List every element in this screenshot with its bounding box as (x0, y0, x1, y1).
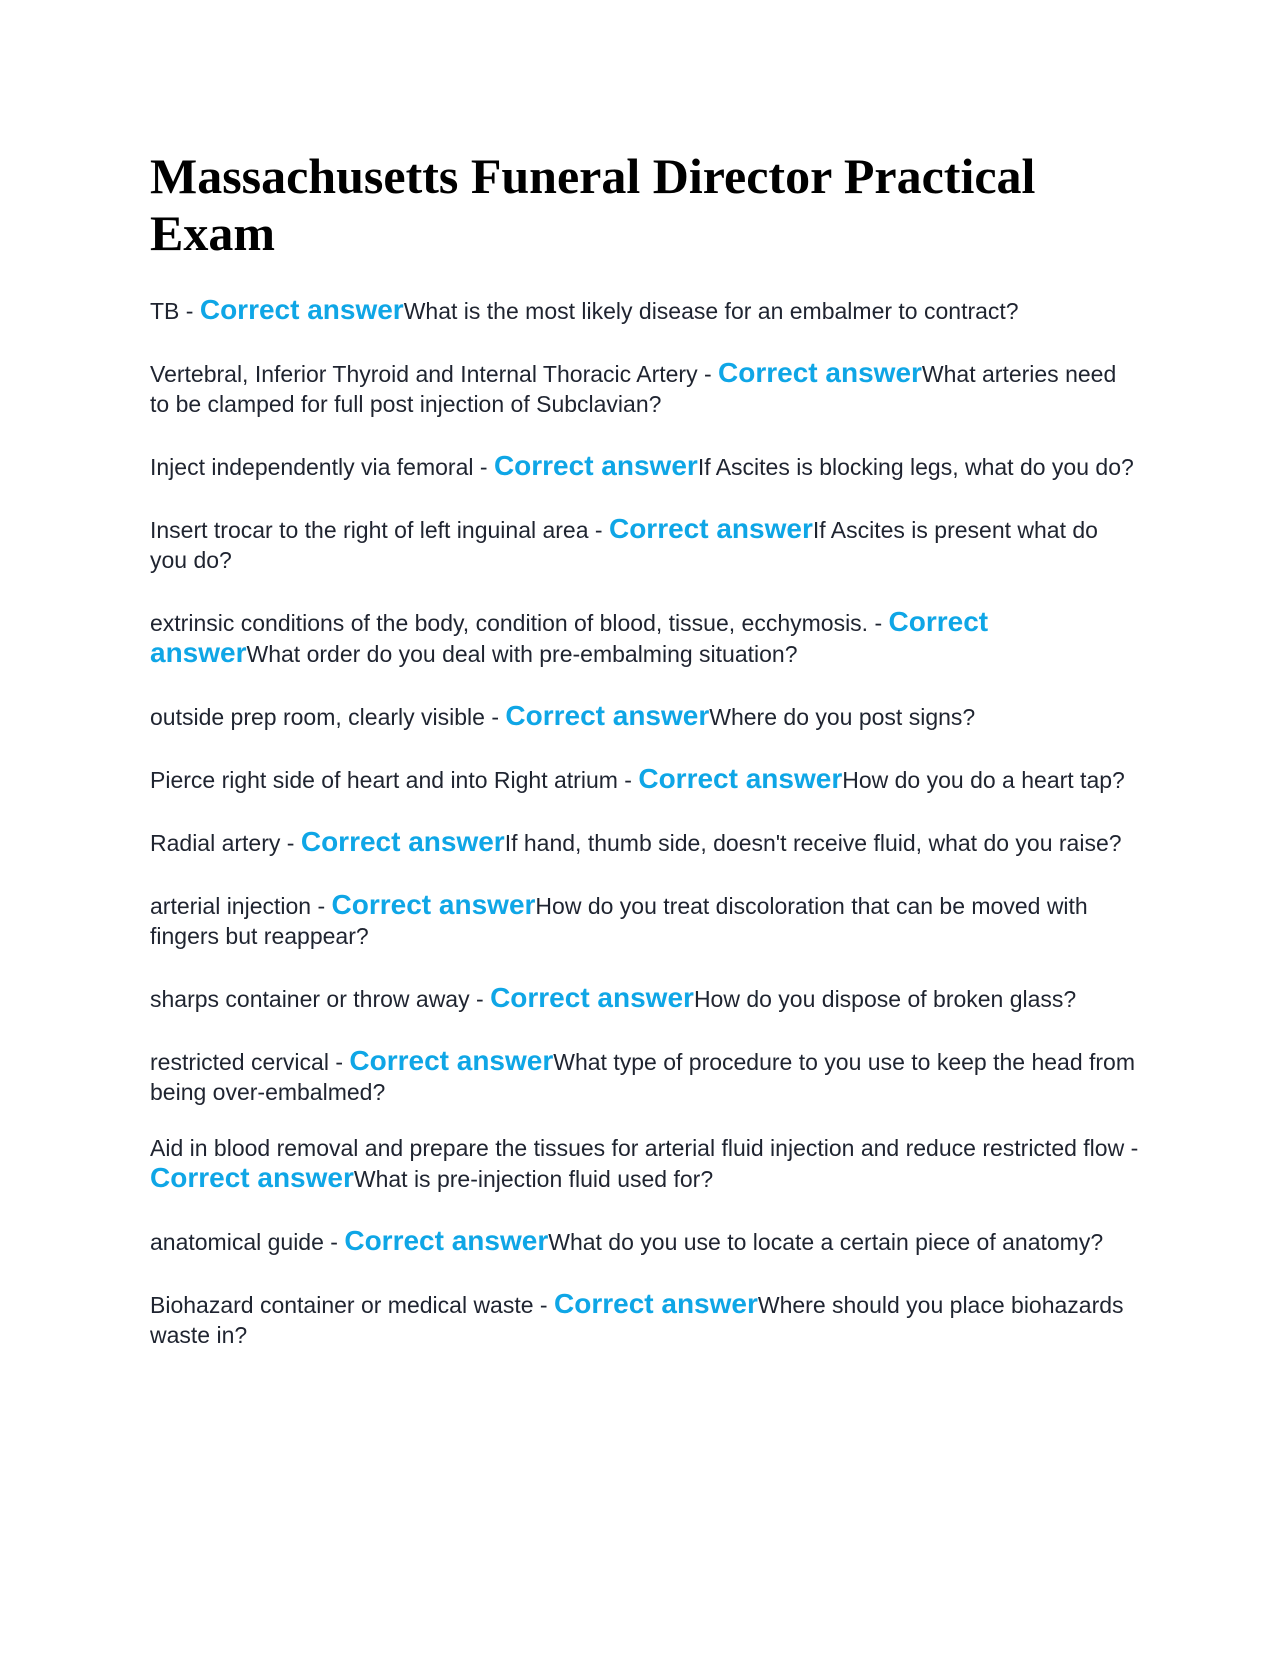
qa-separator: - (280, 830, 301, 856)
correct-answer-label: Correct answer (150, 1162, 354, 1193)
qa-item (150, 827, 1140, 858)
qa-separator: - (311, 893, 332, 919)
qa-item (150, 1226, 1140, 1257)
qa-list (150, 295, 1140, 1350)
qa-item (150, 983, 1140, 1014)
qa-question: How do you treat discoloration that can be moved with fingers but reappear? (150, 893, 1088, 949)
qa-separator: - (533, 1292, 554, 1318)
correct-answer-label: Correct answer (199, 294, 404, 325)
qa-separator: - (617, 767, 639, 793)
qa-question: What is pre-injection fluid used for? (353, 1166, 714, 1192)
qa-answer: Aid in blood removal and prepare the tissues for arterial fluid injection and reduce restricted flow (150, 1135, 1125, 1161)
qa-separator: - (179, 298, 200, 324)
qa-item (150, 1289, 1140, 1350)
qa-question: If Ascites is blocking legs, what do you do? (697, 454, 1134, 480)
qa-answer: Inject independently via femoral (150, 454, 474, 480)
qa-answer: Pierce right side of heart and into Right atrium (150, 767, 618, 793)
correct-answer-label: Correct answer (150, 606, 989, 668)
qa-item (150, 1046, 1140, 1107)
qa-separator: - (588, 517, 609, 543)
correct-answer-label: Correct answer (718, 357, 922, 388)
qa-answer: Insert trocar to the right of left inguinal area (150, 517, 589, 543)
correct-answer-label: Correct answer (554, 1288, 758, 1319)
correct-answer-label: Correct answer (331, 889, 536, 920)
qa-question: What is the most likely disease for an embalmer to contract? (403, 298, 1019, 324)
qa-separator: - (1124, 1135, 1139, 1161)
qa-question: What type of procedure to you use to keep the head from being over-embalmed? (150, 1049, 1136, 1105)
document-page (150, 148, 1140, 1382)
qa-separator: - (328, 1049, 350, 1075)
qa-item (150, 1133, 1140, 1194)
correct-answer-label: Correct answer (300, 826, 505, 857)
qa-separator: - (323, 1229, 345, 1255)
qa-item (150, 451, 1140, 482)
qa-item (150, 890, 1140, 951)
document-title: Massachusetts Funeral Director Practical Exam (150, 148, 1036, 261)
qa-answer: arterial injection (150, 893, 312, 919)
correct-answer-label: Correct answer (505, 700, 710, 731)
correct-answer-label: Correct answer (490, 982, 694, 1013)
qa-item (150, 701, 1140, 732)
qa-question: Where should you place biohazards waste in? (150, 1292, 1124, 1348)
qa-item (150, 764, 1140, 795)
qa-question: What do you use to locate a certain piece of anatomy? (548, 1229, 1104, 1255)
qa-question: How do you do a heart tap? (842, 767, 1125, 793)
qa-separator: - (484, 704, 506, 730)
qa-answer: TB (150, 298, 180, 324)
qa-question: If hand, thumb side, doesn't receive fluid, what do you raise? (504, 830, 1122, 856)
qa-separator: - (868, 610, 889, 636)
qa-item (150, 295, 1140, 326)
qa-separator: - (697, 361, 719, 387)
correct-answer-label: Correct answer (493, 450, 698, 481)
qa-question: If Ascites is present what do you do? (150, 517, 1098, 573)
qa-item (150, 607, 1140, 669)
qa-question: How do you dispose of broken glass? (693, 986, 1077, 1012)
qa-question: What order do you deal with pre-embalming situation? (246, 641, 798, 667)
qa-answer: anatomical guide (150, 1229, 324, 1255)
qa-item (150, 358, 1140, 419)
qa-question: Where do you post signs? (709, 704, 976, 730)
qa-answer: extrinsic conditions of the body, condition of blood, tissue, ecchymosis. (150, 610, 869, 636)
correct-answer-label: Correct answer (638, 763, 843, 794)
correct-answer-label: Correct answer (344, 1225, 549, 1256)
qa-question: What arteries need to be clamped for full post injection of Subclavian? (150, 361, 1117, 417)
qa-item (150, 514, 1140, 575)
qa-separator: - (473, 454, 494, 480)
qa-answer: Radial artery (150, 830, 281, 856)
qa-answer: sharps container or throw away (150, 986, 470, 1012)
qa-answer: restricted cervical (150, 1049, 329, 1075)
qa-answer: outside prep room, clearly visible (150, 704, 485, 730)
correct-answer-label: Correct answer (608, 513, 813, 544)
qa-answer: Biohazard container or medical waste (150, 1292, 534, 1318)
correct-answer-label: Correct answer (349, 1045, 554, 1076)
qa-answer: Vertebral, Inferior Thyroid and Internal Thoracic Artery (150, 361, 698, 387)
qa-separator: - (469, 986, 491, 1012)
